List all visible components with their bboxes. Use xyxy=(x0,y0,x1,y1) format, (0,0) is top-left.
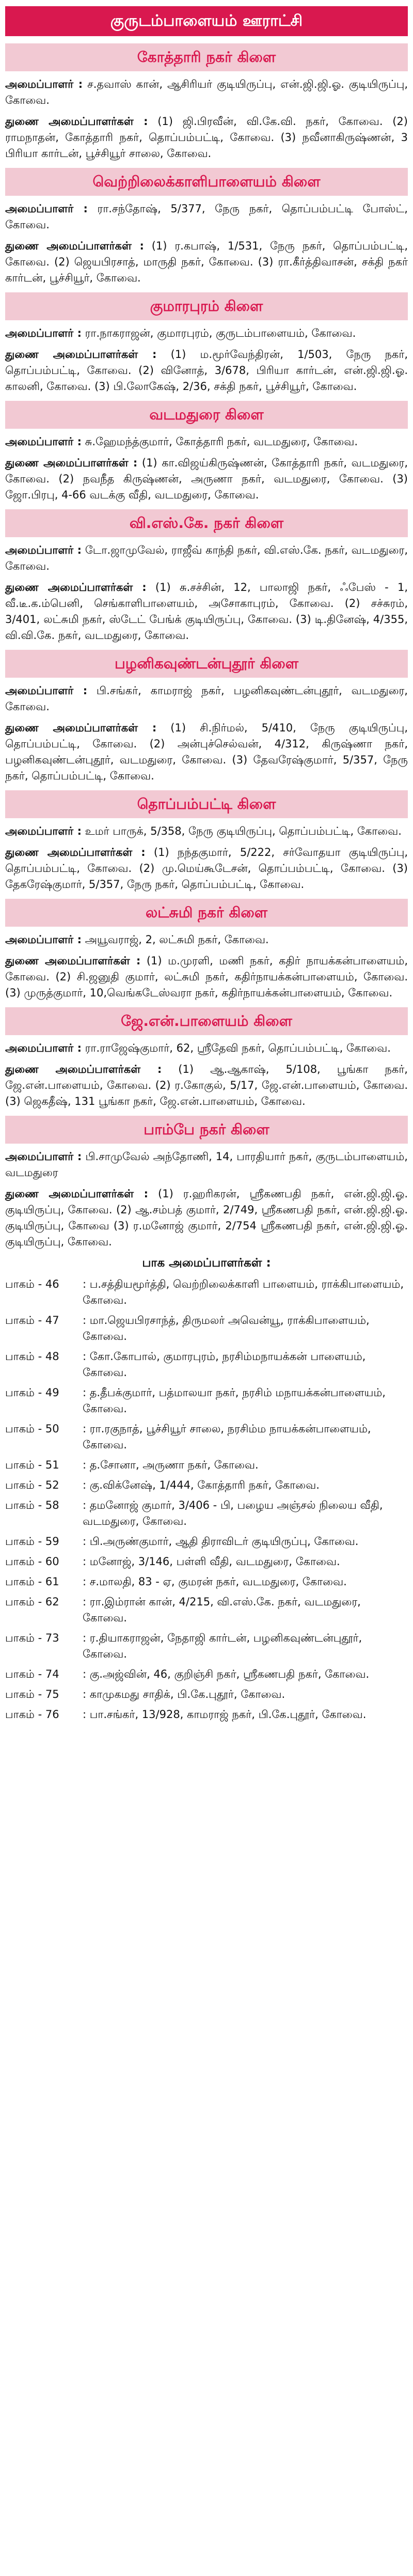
branch-section xyxy=(5,790,408,893)
ward-organizer: : கு.விக்னேஷ், 1/444, கோத்தாரி நகர், கோவை. xyxy=(83,1479,320,1491)
deputy-paragraph xyxy=(5,1186,408,1250)
deputy-paragraph xyxy=(5,347,408,395)
ward-organizer: : த.தீபக்குமார், பத்மாலயா நகர், நரசிம் மநாயக்கன்பாளையம், கோவை. xyxy=(83,1386,386,1415)
organizer-paragraph xyxy=(5,683,408,715)
branch-section xyxy=(5,1116,408,1250)
organizer-label: அமைப்பாளர் : xyxy=(5,684,88,697)
deputy-label: துணை அமைப்பாளர்கள் : xyxy=(5,1063,162,1075)
ward-organizer: : கோ.கோபால், குமாரபுரம், நரசிம்மநாயக்கன் பாளையம், கோவை. xyxy=(83,1350,366,1379)
deputy-paragraph xyxy=(5,238,408,286)
organizer-paragraph xyxy=(5,76,408,108)
ward-row xyxy=(5,1477,408,1493)
section-heading: வடமதுரை கிளை xyxy=(5,401,408,429)
section-heading: வி.எஸ்.கே. நகர் கிளை xyxy=(5,509,408,537)
organizer-paragraph xyxy=(5,201,408,233)
section-heading: ஜே.என்.பாளையம் கிளை xyxy=(5,1007,408,1035)
section-heading: பழனிகவுண்டன்புதூர் கிளை xyxy=(5,650,408,678)
deputy-text: (1) ஜி.பிரவீன், வி.கே.வி. நகர், கோவை. (2) ராமநாதன், கோத்தாரி நகர், தொப்பம்பட்டி, கோவை. (3) நவீனாகிருஷ்ணன், 3 பிரியா கார்டன், பூச்சியூர் சாலை, கோவை. xyxy=(5,115,408,160)
ward-number: பாகம் - 46 xyxy=(5,1278,59,1290)
organizer-text: ரா.ராஜேஷ்குமார், 62, ஸ்ரீதேவி நகர், தொப்பம்பட்டி, கோவை. xyxy=(85,1042,391,1054)
organizer-label: அமைப்பாளர் : xyxy=(5,933,82,946)
branch-section xyxy=(5,1007,408,1110)
organizer-label: அமைப்பாளர் : xyxy=(5,1150,82,1163)
branch-section xyxy=(5,650,408,784)
ward-number: பாகம் - 60 xyxy=(5,1555,59,1568)
organizer-text: பி.சங்கர், காமராஜ் நகர், பழனிகவுண்டன்புதூர், வடமதுரை, கோவை. xyxy=(5,684,408,713)
branch-section xyxy=(5,43,408,162)
ward-number: பாகம் - 52 xyxy=(5,1479,59,1491)
deputy-label: துணை அமைப்பாளர்கள் : xyxy=(5,722,157,734)
ward-row xyxy=(5,1687,408,1703)
organizer-label: அமைப்பாளர் : xyxy=(5,1042,82,1054)
organizer-text: சு.ஹேமந்த்குமார், கோத்தாரி நகர், வடமதுரை, கோவை. xyxy=(85,435,358,448)
ward-row xyxy=(5,1276,408,1308)
deputy-text: (1) ம.மூர்வேந்திரன், 1/503, நேரு நகர், தொப்பம்பட்டி, கோவை. (2) வினோத், 3/678, பிரியா கார்டன், என்.ஜி.ஜி.ஓ. காலனி, கோவை. (3) பி.லோகேஷ், 2/36, சக்தி நகர், பூச்சியூர், கோவை. xyxy=(5,348,408,393)
ward-organizer: : ர.தியாகராஜன், நேதாஜி கார்டன், பழனிகவுண்டன்புதூர், கோவை. xyxy=(83,1632,362,1660)
ward-row xyxy=(5,1554,408,1570)
ward-row xyxy=(5,1707,408,1723)
ward-organizer: : மா.ஜெயபிரசாந்த், திருமலர் அவென்யூ, ராக்கிபாளையம், கோவை. xyxy=(83,1314,370,1342)
ward-organizer: : கு.அஜ்வின், 46, குறிஞ்சி நகர், ஸ்ரீகணபதி நகர், கோவை. xyxy=(83,1668,370,1680)
ward-row xyxy=(5,1385,408,1417)
ward-organizers-heading: பாக அமைப்பாளர்கள் : xyxy=(142,1256,271,1270)
deputy-text: (1) ர.கபாஷ், 1/531, நேரு நகர், தொப்பம்பட்டி, கோவை. (2) ஜெயபிரசாத், மாருதி நகர், கோவை. (3) ரா.கீர்த்திவாசன், சக்தி நகர் கார்டன், பூச்சியூர், கோவை. xyxy=(5,240,408,284)
organizer-label: அமைப்பாளர் : xyxy=(5,78,83,90)
deputy-label: துணை அமைப்பாளர்கள் : xyxy=(5,955,141,967)
deputy-paragraph xyxy=(5,114,408,162)
deputy-text: (1) சி.நிர்மல், 5/410, நேரு குடியிருப்பு, தொப்பம்பட்டி, கோவை. (2) அன்புச்செல்வன், 4/312, கிருஷ்ணா நகர், பழனிகவுண்டன்புதூர், வடமதுரை, கோவை. (3) தேவரேஷ்குமார், 5/357, நேரு நகர், தொப்பம்பட்டி, கோவை. xyxy=(5,722,408,782)
ward-organizer: : தமனோஜ் குமார், 3/406 - பி, பழைய அஞ்சல் நிலைய வீதி, வடமதுரை, கோவை. xyxy=(83,1499,383,1527)
section-heading: குமாரபுரம் கிளை xyxy=(5,292,408,320)
ward-organizer: : ரா.இம்ரான் கான், 4/215, வி.எஸ்.கே. நகர், வடமதுரை, கோவை. xyxy=(83,1596,361,1624)
branch-section xyxy=(5,899,408,1001)
organizer-label: அமைப்பாளர் : xyxy=(5,435,82,448)
section-heading: தொப்பம்பட்டி கிளை xyxy=(5,790,408,818)
branch-section xyxy=(5,292,408,395)
organizer-text: ச.தவாஸ் கான், ஆசிரியர் குடியிருப்பு, என்.ஜி.ஜி.ஓ. குடியிருப்பு, கோவை. xyxy=(5,78,408,106)
section-heading: லட்சுமி நகர் கிளை xyxy=(5,899,408,927)
organizer-label: அமைப்பாளர் : xyxy=(5,327,82,339)
ward-organizer: : ச.மாலதி, 83 - ஏ, குமரன் நகர், வடமதுரை, கோவை. xyxy=(83,1575,347,1588)
deputy-label: துணை அமைப்பாளர்கள் : xyxy=(5,846,146,858)
deputy-label: துணை அமைப்பாளர்கள் : xyxy=(5,348,157,361)
ward-number: பாகம் - 59 xyxy=(5,1535,59,1548)
organizer-paragraph xyxy=(5,1040,408,1056)
ward-organizer: : மனோஜ், 3/146, பள்ளி வீதி, வடமதுரை, கோவை. xyxy=(83,1555,340,1568)
ward-number: பாகம் - 75 xyxy=(5,1688,59,1700)
ward-organizer: : பி.அருண்குமார், ஆதி திராவிடர் குடியிருப்பு, கோவை. xyxy=(83,1535,359,1548)
deputy-text: (1) கா.விஜய்கிருஷ்ணன், கோத்தாரி நகர், வடமதுரை, கோவை. (2) நவநீத கிருஷ்ணன், அருணா நகர், வடமதுரை, கோவை. (3) ஜோ.பிரபு, 4-66 வடக்கு வீதி, வடமதுரை, கோவை. xyxy=(5,457,408,501)
ward-number: பாகம் - 51 xyxy=(5,1459,59,1471)
deputy-paragraph xyxy=(5,455,408,503)
organizer-text: பி.சாமுவேல் அந்தோணி, 14, பாரதியார் நகர், குருடம்பாளையம், வடமதுரை xyxy=(5,1150,408,1179)
ward-number: பாகம் - 76 xyxy=(5,1708,59,1721)
deputy-label: துணை அமைப்பாளர்கள் : xyxy=(5,240,144,252)
branch-section xyxy=(5,509,408,644)
ward-row xyxy=(5,1630,408,1662)
deputy-text: (1) ஆ.ஆகாஷ், 5/108, பூங்கா நகர், ஜே.என்.பாளையம், கோவை. (2) ர.கோகுல், 5/17, ஜே.என்.பாளையம், கோவை. (3) ஜெகதீஷ், 131 பூங்கா நகர், ஜே.என்.பாளையம், கோவை. xyxy=(5,1063,408,1107)
organizer-paragraph xyxy=(5,325,408,341)
ward-row xyxy=(5,1534,408,1550)
section-heading: வெற்றிலைக்காளிபாளையம் கிளை xyxy=(5,168,408,196)
ward-organizer: : ப.சத்தியமூர்த்தி, வெற்றிலைக்காளி பாளையம், ராக்கிபாளையம், கோவை. xyxy=(83,1278,404,1306)
deputy-paragraph xyxy=(5,845,408,893)
ward-row xyxy=(5,1666,408,1682)
section-heading: கோத்தாரி நகர் கிளை xyxy=(5,43,408,71)
deputy-label: துணை அமைப்பாளர்கள் : xyxy=(5,1188,149,1200)
ward-number: பாகம் - 61 xyxy=(5,1575,59,1588)
ward-row xyxy=(5,1594,408,1626)
ward-number: பாகம் - 74 xyxy=(5,1668,59,1680)
organizer-text: டோ.ஜாமுவேல், ராஜீவ் காந்தி நகர், வி.எஸ்.கே. நகர், வடமதுரை, கோவை. xyxy=(5,544,408,572)
ward-number: பாகம் - 50 xyxy=(5,1423,59,1435)
deputy-label: துணை அமைப்பாளர்கள் : xyxy=(5,457,138,469)
organizer-paragraph xyxy=(5,823,408,839)
organizer-text: அயூவராஜ், 2, லட்சுமி நகர், கோவை. xyxy=(85,933,269,946)
deputy-text: (1) சு.சச்சின், 12, பாலாஜி நகர், ஃபேஸ் - 1, வீ.டீ.க.ம்பெனி, செங்காளிபாளையம், அசோகாபுரம், கோவை. (2) சச்சுரம், 3/401, லட்சுமி நகர், ஸ்டேட் பேங்க் குடியிருப்பு, கோவை. (3) டி.தினேஷ், 4/355, வி.வி.கே. நகர், வடமதுரை, கோவை. xyxy=(5,581,408,642)
ward-number: பாகம் - 73 xyxy=(5,1632,59,1644)
deputy-label: துணை அமைப்பாளர்கள் : xyxy=(5,115,148,128)
ward-organizer: : காமுகமது சாதிக், பி.கே.புதூர், கோவை. xyxy=(83,1688,285,1700)
deputy-paragraph xyxy=(5,580,408,644)
deputy-text: (1) நந்தகுமார், 5/222, சர்வோதயா குடியிருப்பு, தொப்பம்பட்டி, கோவை. (2) மு.மெய்கூடேசன், தொப்பம்பட்டி, கோவை. (3) தேகரேஷ்குமார், 5/357, நேரு நகர், தொப்பம்பட்டி, கோவை. xyxy=(5,846,408,891)
ward-organizers-list xyxy=(5,1276,408,1723)
organizer-text: ரா.சந்தோஷ், 5/377, நேரு நகர், தொப்பம்பட்டி போஸ்ட், கோவை. xyxy=(5,202,408,231)
ward-row xyxy=(5,1457,408,1473)
ward-row xyxy=(5,1349,408,1381)
ward-row xyxy=(5,1313,408,1345)
deputy-paragraph xyxy=(5,720,408,784)
organizer-text: ரா.நாகராஜன், குமாரபுரம், குருடம்பாளையம், கோவை. xyxy=(85,327,356,339)
organizer-label: அமைப்பாளர் : xyxy=(5,544,82,556)
deputy-label: துணை அமைப்பாளர்கள் : xyxy=(5,581,147,594)
ward-number: பாகம் - 47 xyxy=(5,1314,59,1326)
ward-row xyxy=(5,1421,408,1453)
organizer-paragraph xyxy=(5,932,408,948)
ward-number: பாகம் - 58 xyxy=(5,1499,59,1511)
ward-row xyxy=(5,1574,408,1590)
organizer-label: அமைப்பாளர் : xyxy=(5,202,88,215)
organizer-paragraph xyxy=(5,542,408,574)
ward-row xyxy=(5,1497,408,1529)
deputy-text: (1) ர.ஹரிகரன், ஸ்ரீகணபதி நகர், என்.ஜி.ஜி.ஓ. குடியிருப்பு, கோவை. (2) ஆ.சம்பத் குமார், 2/749, ஸ்ரீகணபதி நகர், என்.ஜி.ஜி.ஓ. குடியிருப்பு, கோவை (3) ர.மனோஜ் குமார், 2/754 ஸ்ரீகணபதி நகர், என்.ஜி.ஜி.ஓ. குடியிருப்பு, கோவை. xyxy=(5,1188,408,1248)
ward-number: பாகம் - 48 xyxy=(5,1350,59,1363)
ward-organizer: : பா.சங்கர், 13/928, காமராஜ் நகர், பி.கே.புதூர், கோவை. xyxy=(83,1708,367,1721)
organizer-text: உமர் பாருக், 5/358, நேரு குடியிருப்பு, தொப்பம்பட்டி, கோவை. xyxy=(85,825,402,837)
branch-section xyxy=(5,168,408,286)
ward-organizer: : த.சோனா, அருணா நகர், கோவை. xyxy=(83,1459,259,1471)
organizer-paragraph xyxy=(5,434,408,450)
ward-organizer: : ரா.ரகுநாத், பூச்சியூர் சாலை, நரசிம்ம நாயக்கன்பாளையம், கோவை. xyxy=(83,1423,371,1451)
deputy-paragraph xyxy=(5,953,408,1001)
branch-section xyxy=(5,401,408,503)
sections-container xyxy=(5,43,408,1250)
ward-number: பாகம் - 62 xyxy=(5,1596,59,1608)
organizer-label: அமைப்பாளர் : xyxy=(5,825,82,837)
organizer-paragraph xyxy=(5,1149,408,1181)
section-heading: பாம்பே நகர் கிளை xyxy=(5,1116,408,1144)
ward-number: பாகம் - 49 xyxy=(5,1386,59,1399)
deputy-text: (1) ம.முரளி, மணி நகர், கதிர் நாயக்கன்பாளையம், கோவை. (2) சி.ஜனுதி குமார், லட்சுமி நகர், கதிர்நாயக்கன்பாளையம், கோவை. (3) முருத்குமார், 10,வெங்கடேஸ்வரா நகர், கதிர்நாயக்கன்பாளையம், கோவை. xyxy=(5,955,408,999)
page-title: குருடம்பாளையம் ஊராட்சி xyxy=(5,6,408,36)
deputy-paragraph xyxy=(5,1061,408,1110)
